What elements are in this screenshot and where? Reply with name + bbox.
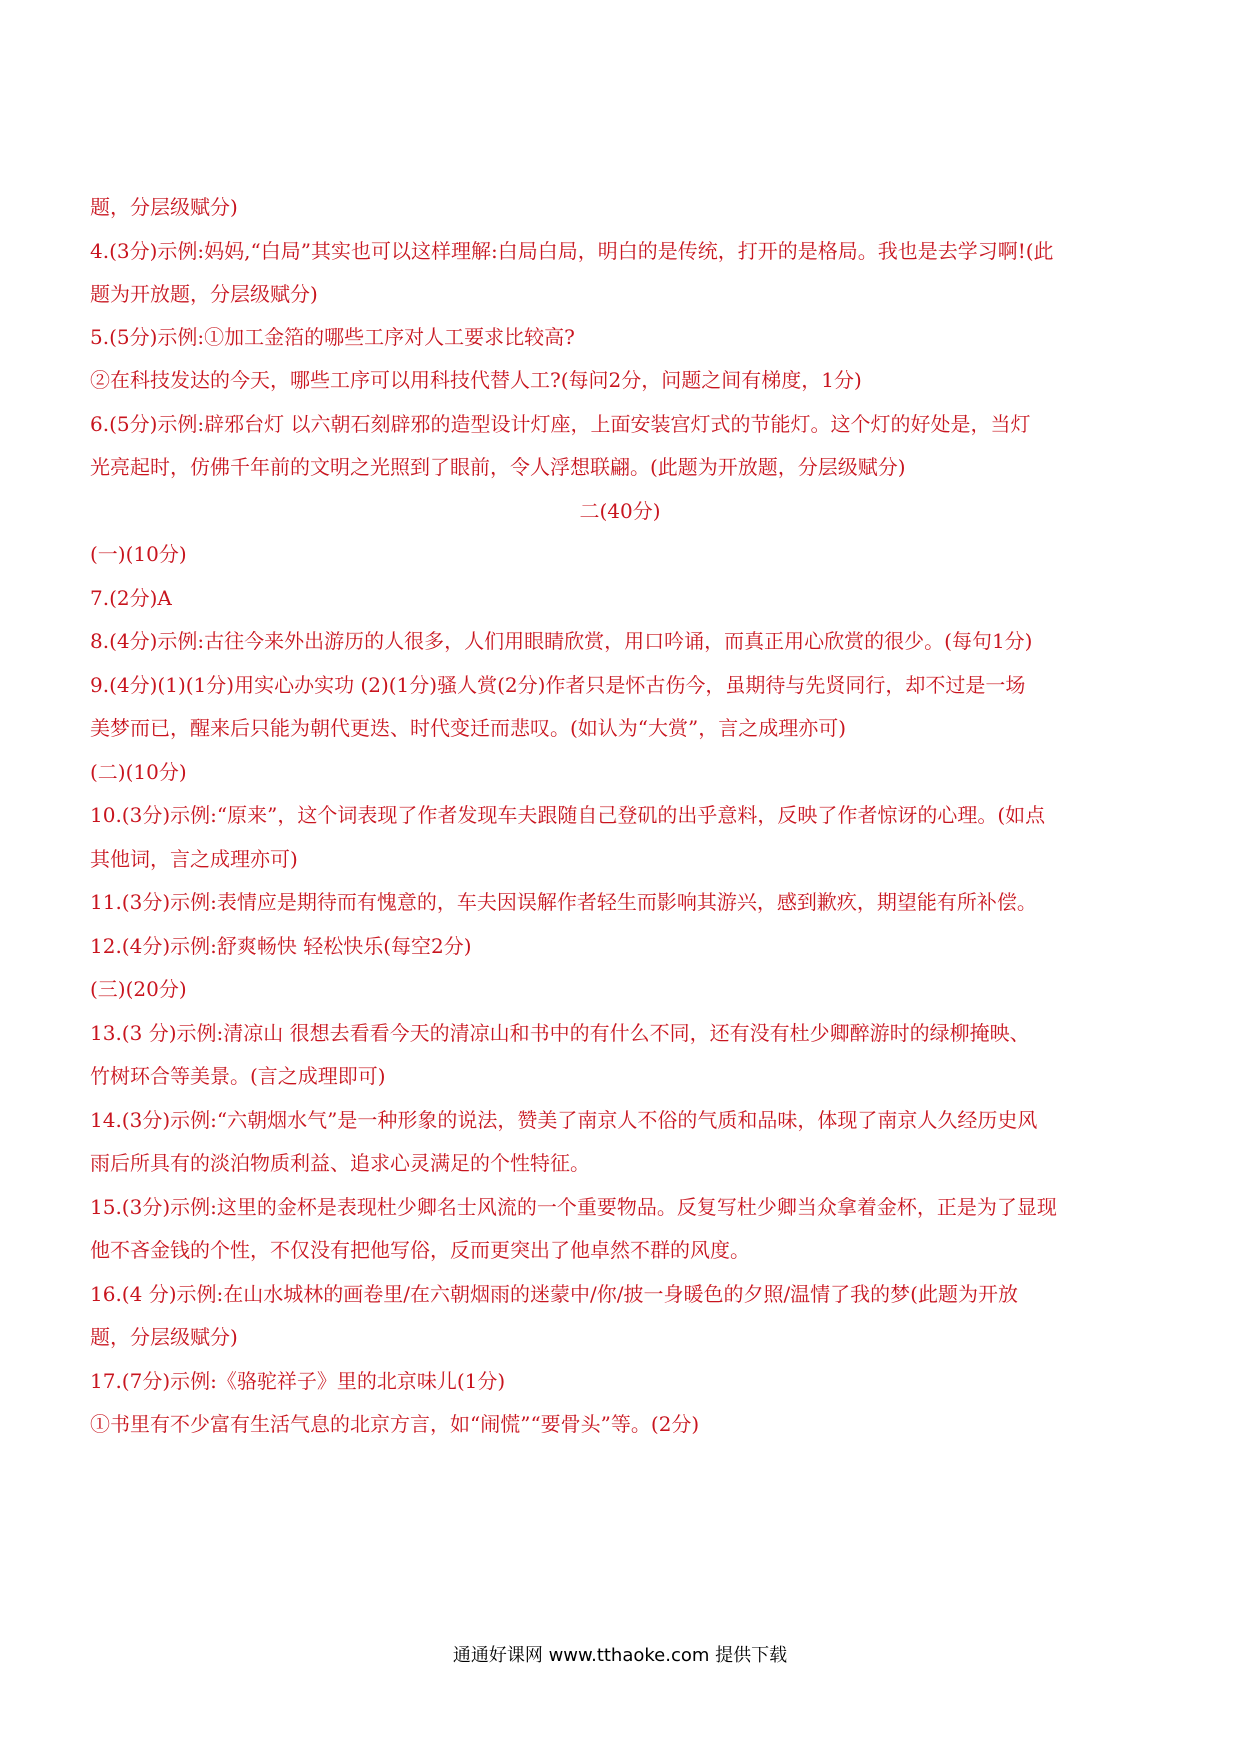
subsection-heading: (一)(10分) (90, 542, 187, 566)
answer-line: 8.(4分)示例:古往今来外出游历的人很多，人们用眼睛欣赏，用口吟诵，而真正用心欣赏的很少。(每句1分) (90, 629, 1033, 653)
section-heading: 二(40分) (579, 499, 661, 523)
answer-line: 11.(3分)示例:表情应是期待而有愧意的，车夫因误解作者轻生而影响其游兴，感到歉疚，期望能有所补偿。 (90, 890, 1037, 914)
answer-line: ②在科技发达的今天，哪些工序可以用科技代替人工?(每问2分，问题之间有梯度，1分) (90, 368, 862, 392)
answer-line: ①书里有不少富有生活气息的北京方言，如“闹慌”“要骨头”等。(2分) (90, 1412, 700, 1436)
answer-line: 13.(3 分)示例:清凉山 很想去看看今天的清凉山和书中的有什么不同，还有没有杜少卿醉游时的绿柳掩映、 (90, 1021, 1030, 1045)
subsection-heading: (三)(20分) (90, 977, 187, 1001)
answer-line: 其他词，言之成理亦可) (90, 847, 298, 871)
answer-line: 题，分层级赋分) (90, 195, 238, 219)
answer-line: 16.(4 分)示例:在山水城林的画卷里/在六朝烟雨的迷蒙中/你/披一身暖色的夕照/温情了我的梦(此题为开放 (90, 1282, 1018, 1306)
page-footer: 通通好课网 www.tthaoke.com 提供下载 (452, 1645, 788, 1666)
answer-line: 9.(4分)(1)(1分)用实心办实功 (2)(1分)骚人赏(2分)作者只是怀古伤今，虽期待与先贤同行，却不过是一场 (90, 673, 1026, 697)
answer-line: 6.(5分)示例:辟邪台灯 以六朝石刻辟邪的造型设计灯座，上面安装宫灯式的节能灯。这个灯的好处是，当灯 (90, 412, 1031, 436)
answer-line: 题为开放题，分层级赋分) (90, 282, 318, 306)
answer-line: 5.(5分)示例:①加工金箔的哪些工序对人工要求比较高? (90, 325, 575, 349)
answer-line: 光亮起时，仿佛千年前的文明之光照到了眼前，令人浮想联翩。(此题为开放题，分层级赋分) (90, 455, 906, 479)
subsection-heading: (二)(10分) (90, 760, 187, 784)
answer-line: 15.(3分)示例:这里的金杯是表现杜少卿名士风流的一个重要物品。反复写杜少卿当众拿着金杯，正是为了显现 (90, 1195, 1057, 1219)
answer-line: 美梦而已，醒来后只能为朝代更迭、时代变迁而悲叹。(如认为“大赏”，言之成理亦可) (90, 716, 847, 740)
answer-line: 雨后所具有的淡泊物质利益、追求心灵满足的个性特征。 (90, 1151, 590, 1175)
answer-line: 17.(7分)示例:《骆驼祥子》里的北京味儿(1分) (90, 1369, 506, 1393)
answer-line: 14.(3分)示例:“六朝烟水气”是一种形象的说法，赞美了南京人不俗的气质和品味，体现了南京人久经历史风 (90, 1108, 1038, 1132)
answer-line: 题，分层级赋分) (90, 1325, 238, 1349)
answer-line: 12.(4分)示例:舒爽畅快 轻松快乐(每空2分) (90, 934, 472, 958)
answer-line: 10.(3分)示例:“原来”，这个词表现了作者发现车夫跟随自己登矶的出乎意料，反映了作者惊讶的心理。(如点 (90, 803, 1046, 827)
answer-line: 他不吝金钱的个性，不仅没有把他写俗，反而更突出了他卓然不群的风度。 (90, 1238, 750, 1262)
answer-line: 4.(3分)示例:妈妈,“白局”其实也可以这样理解:白局白局，明白的是传统，打开的是格局。我也是去学习啊!(此 (90, 239, 1054, 263)
answer-line: 竹树环合等美景。(言之成理即可) (90, 1064, 386, 1088)
answer-line: 7.(2分)A (90, 586, 172, 610)
